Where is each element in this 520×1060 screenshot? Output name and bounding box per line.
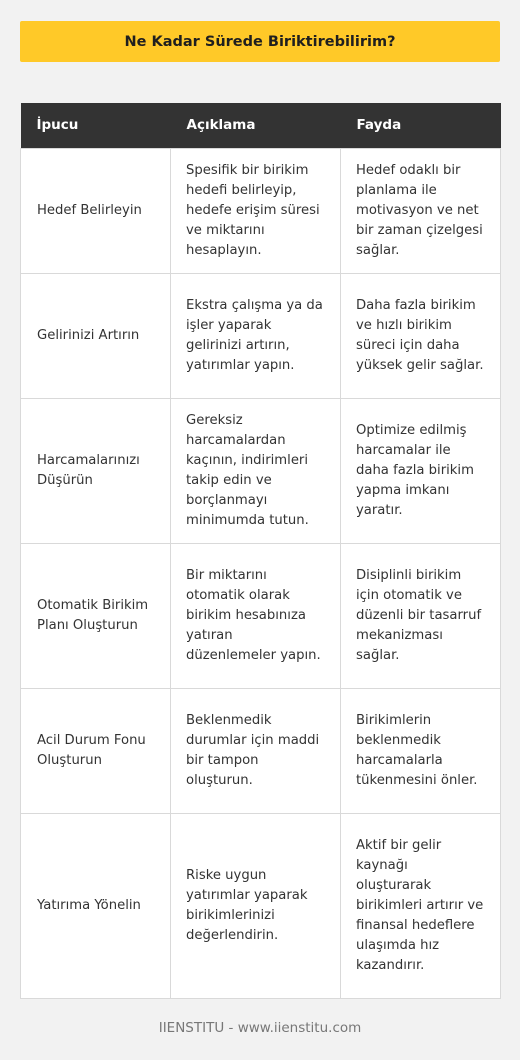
footer-credit: IIENSTITU - www.iienstitu.com (158, 1020, 362, 1036)
tip-cell: Harcamalarınızı Düşürün (21, 398, 171, 543)
description-cell: Riske uygun yatırımlar yaparak birikimlerinizi değerlendirin. (171, 813, 341, 998)
table-row (21, 543, 501, 688)
tip-cell: Acil Durum Fonu Oluşturun (21, 688, 171, 813)
benefit-cell: Daha fazla birikim ve hızlı birikim süreci için daha yüksek gelir sağlar. (341, 273, 501, 398)
table-header-row (21, 103, 501, 148)
page-title: Ne Kadar Sürede Biriktirebilirim? (124, 33, 396, 50)
benefit-cell: Hedef odaklı bir planlama ile motivasyon ve net bir zaman çizelgesi sağlar. (341, 148, 501, 273)
column-header-benefit: Fayda (341, 103, 501, 148)
tip-cell: Hedef Belirleyin (21, 148, 171, 273)
benefit-cell: Disiplinli birikim için otomatik ve düzenli bir tasarruf mekanizması sağlar. (341, 543, 501, 688)
tip-cell: Otomatik Birikim Planı Oluşturun (21, 543, 171, 688)
description-cell: Bir miktarını otomatik olarak birikim hesabınıza yatıran düzenlemeler yapın. (171, 543, 341, 688)
table-row (21, 273, 501, 398)
tips-table (20, 103, 501, 999)
table-row (21, 813, 501, 998)
description-cell: Ekstra çalışma ya da işler yaparak gelirinizi artırın, yatırımlar yapın. (171, 273, 341, 398)
tip-cell: Yatırıma Yönelin (21, 813, 171, 998)
table-row (21, 688, 501, 813)
column-header-tip: İpucu (21, 103, 171, 148)
benefit-cell: Optimize edilmiş harcamalar ile daha fazla birikim yapma imkanı yaratır. (341, 398, 501, 543)
description-cell: Spesifik bir birikim hedefi belirleyip, hedefe erişim süresi ve miktarını hesaplayın. (171, 148, 341, 273)
title-banner (20, 21, 500, 62)
table-row (21, 148, 501, 273)
description-cell: Gereksiz harcamalardan kaçının, indirimleri takip edin ve borçlanmayı minimumda tutun. (171, 398, 341, 543)
table-row (21, 398, 501, 543)
description-cell: Beklenmedik durumlar için maddi bir tampon oluşturun. (171, 688, 341, 813)
benefit-cell: Aktif bir gelir kaynağı oluşturarak birikimleri artırır ve finansal hedeflere ulaşımda hız kazandırır. (341, 813, 501, 998)
benefit-cell: Birikimlerin beklenmedik harcamalarla tükenmesini önler. (341, 688, 501, 813)
tip-cell: Gelirinizi Artırın (21, 273, 171, 398)
column-header-description: Açıklama (171, 103, 341, 148)
